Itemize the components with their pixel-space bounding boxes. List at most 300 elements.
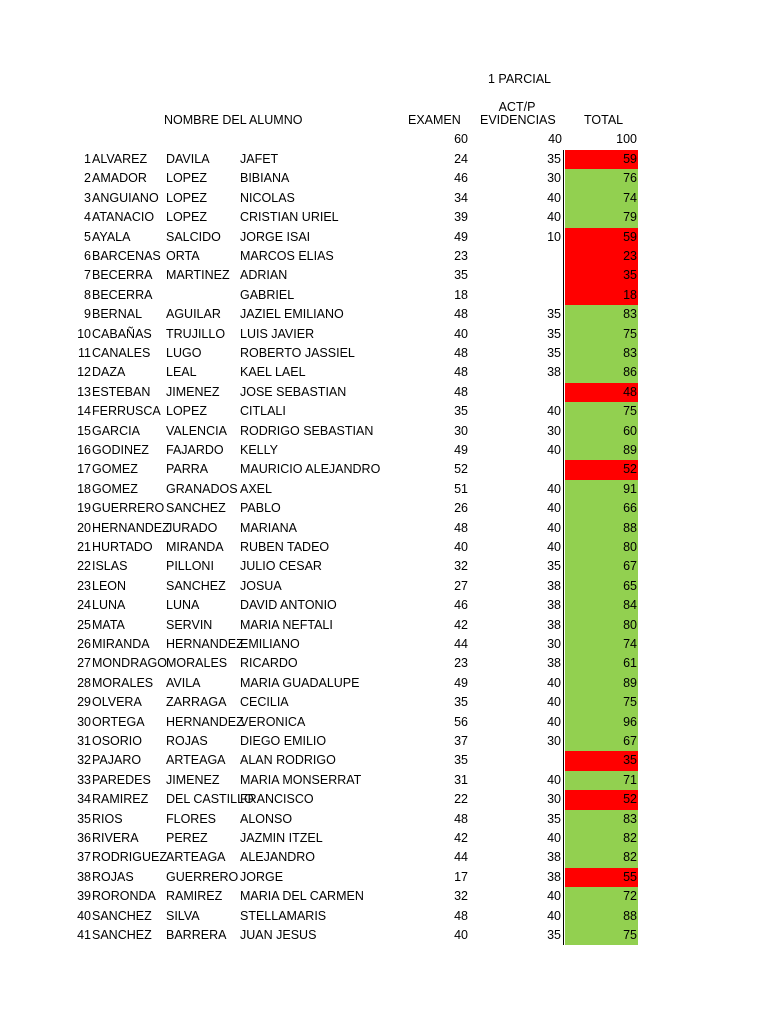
activity-score: 40	[500, 674, 564, 693]
student-given-name: CECILIA	[240, 695, 289, 710]
student-surname-1: ISLAS	[92, 559, 128, 574]
student-number: 32	[77, 753, 91, 768]
activity-score	[500, 286, 564, 305]
student-surname-1: OLVERA	[92, 695, 142, 710]
student-given-name: MARIANA	[240, 520, 297, 535]
student-given-name: BIBIANA	[240, 171, 290, 186]
student-surname-2: JIMENEZ	[166, 384, 220, 399]
exam-score: 48	[454, 365, 468, 380]
table-row	[0, 868, 768, 887]
student-surname-2: JIMENEZ	[166, 772, 220, 787]
student-given-name: ALEJANDRO	[240, 850, 316, 865]
exam-score: 42	[454, 831, 468, 845]
student-number: 16	[77, 443, 91, 457]
table-row	[0, 460, 768, 479]
student-given-name: CITLALI	[240, 404, 286, 419]
total-score: 89	[565, 674, 638, 693]
total-score: 59	[565, 150, 638, 169]
student-number: 30	[77, 714, 91, 729]
activity-score: 40	[500, 441, 564, 460]
student-surname-2: ARTEAGA	[166, 850, 226, 865]
activity-score: 40	[500, 208, 564, 227]
student-surname-1: MIRANDA	[92, 637, 150, 651]
table-row	[0, 208, 768, 227]
table-row	[0, 538, 768, 557]
total-score: 75	[565, 402, 638, 421]
total-score: 96	[565, 713, 638, 732]
student-surname-2: PARRA	[166, 462, 209, 477]
student-given-name: MARIA MONSERRAT	[240, 772, 362, 787]
student-surname-2: LEAL	[166, 365, 197, 380]
total-score: 89	[565, 441, 638, 460]
activity-score: 38	[500, 848, 564, 867]
student-surname-1: LEON	[92, 578, 127, 593]
table-row	[0, 422, 768, 441]
table-row	[0, 829, 768, 848]
total-score: 84	[565, 596, 638, 615]
student-given-name: ROBERTO JASSIEL	[240, 346, 355, 360]
activity-score: 38	[500, 596, 564, 615]
total-score: 83	[565, 810, 638, 829]
student-surname-2: SILVA	[166, 908, 200, 923]
total-score: 71	[565, 771, 638, 790]
total-score: 79	[565, 208, 638, 227]
exam-score: 46	[454, 598, 468, 613]
exam-score: 39	[454, 210, 468, 225]
student-surname-1: ANGUIANO	[92, 190, 159, 205]
table-row	[0, 247, 768, 266]
max-points-row	[0, 130, 768, 149]
activity-score	[500, 751, 564, 770]
table-row	[0, 635, 768, 654]
student-number: 21	[77, 540, 91, 554]
total-score: 82	[565, 848, 638, 867]
student-number: 37	[77, 850, 91, 865]
activity-score	[500, 266, 564, 285]
student-number: 33	[77, 772, 91, 787]
table-row	[0, 189, 768, 208]
student-number: 7	[84, 268, 91, 283]
student-surname-2: AGUILAR	[166, 307, 221, 322]
exam-score: 31	[454, 772, 468, 787]
student-surname-1: BERNAL	[92, 307, 143, 322]
student-number: 6	[84, 249, 91, 263]
activity-score: 40	[500, 480, 564, 499]
student-given-name: CRISTIAN URIEL	[240, 210, 339, 225]
student-surname-1: BECERRA	[92, 268, 153, 283]
total-score: 74	[565, 189, 638, 208]
exam-score: 44	[454, 637, 468, 651]
student-surname-1: AMADOR	[92, 171, 147, 186]
student-given-name: EMILIANO	[240, 637, 300, 651]
student-surname-2: FAJARDO	[166, 443, 224, 457]
total-score: 76	[565, 169, 638, 188]
student-surname-2: FLORES	[166, 811, 217, 826]
total-score: 35	[565, 266, 638, 285]
student-number: 39	[77, 889, 91, 904]
student-surname-2: BARRERA	[166, 928, 227, 942]
student-number: 19	[77, 501, 91, 516]
total-score: 74	[565, 635, 638, 654]
activity-score: 40	[500, 693, 564, 712]
student-given-name: JULIO CESAR	[240, 559, 322, 574]
activity-score: 40	[500, 538, 564, 557]
activity-score: 40	[500, 189, 564, 208]
student-number: 18	[77, 481, 91, 496]
student-given-name: JOSUA	[240, 578, 282, 593]
student-surname-1: RIOS	[92, 811, 123, 826]
student-number: 14	[77, 404, 91, 419]
student-given-name: NICOLAS	[240, 190, 295, 205]
student-number: 35	[77, 811, 91, 826]
activity-score: 35	[500, 557, 564, 576]
table-row	[0, 363, 768, 382]
activity-score: 38	[500, 363, 564, 382]
table-row	[0, 674, 768, 693]
student-given-name: MAURICIO ALEJANDRO	[240, 462, 381, 477]
exam-score: 48	[454, 384, 468, 399]
student-number: 10	[77, 326, 91, 341]
student-number: 2	[84, 171, 91, 186]
student-surname-2: LUGO	[166, 346, 202, 360]
act-header-line1: ACT/P	[498, 100, 536, 114]
activity-score: 30	[500, 169, 564, 188]
table-row	[0, 286, 768, 305]
student-surname-1: CANALES	[92, 346, 151, 360]
student-surname-1: FERRUSCA	[92, 404, 161, 419]
exam-score: 51	[454, 481, 468, 496]
student-name-header: NOMBRE DEL ALUMNO	[164, 113, 303, 127]
exam-score: 48	[454, 811, 468, 826]
exam-score: 27	[454, 578, 468, 593]
total-score: 61	[565, 654, 638, 673]
table-row	[0, 557, 768, 576]
student-given-name: RUBEN TADEO	[240, 540, 330, 554]
student-number: 15	[77, 423, 91, 438]
activity-score: 35	[500, 810, 564, 829]
student-number: 29	[77, 695, 91, 710]
student-surname-2: DEL CASTILLO	[166, 792, 254, 807]
student-surname-1: RODRIGUEZ	[92, 850, 167, 865]
student-given-name: JAFET	[240, 152, 279, 166]
student-given-name: MARCOS ELIAS	[240, 249, 334, 263]
student-surname-1: RORONDA	[92, 889, 156, 904]
activity-score: 30	[500, 732, 564, 751]
activity-score: 40	[500, 402, 564, 421]
exam-score: 35	[454, 268, 468, 283]
total-score: 88	[565, 907, 638, 926]
activity-score: 30	[500, 422, 564, 441]
student-surname-2: ORTA	[166, 249, 200, 263]
student-surname-2	[166, 286, 240, 305]
table-row	[0, 305, 768, 324]
student-given-name: ADRIAN	[240, 268, 288, 283]
activity-score: 30	[500, 635, 564, 654]
student-surname-2: AVILA	[166, 675, 201, 690]
student-surname-2: RAMIREZ	[166, 889, 223, 904]
activity-score: 40	[500, 829, 564, 848]
activity-score: 35	[500, 150, 564, 169]
max-total: 100	[616, 132, 637, 146]
student-surname-1: GOMEZ	[92, 462, 138, 477]
table-row	[0, 383, 768, 402]
exam-score: 48	[454, 908, 468, 923]
total-score: 52	[565, 460, 638, 479]
student-surname-2: HERNANDEZ	[166, 714, 244, 729]
table-row	[0, 344, 768, 363]
student-surname-1: GOMEZ	[92, 481, 138, 496]
student-surname-1: ATANACIO	[92, 210, 155, 225]
student-surname-1: ROJAS	[92, 869, 134, 884]
table-row	[0, 402, 768, 421]
student-given-name: ALAN RODRIGO	[240, 753, 336, 768]
table-row	[0, 654, 768, 673]
total-score: 35	[565, 751, 638, 770]
student-surname-2: MARTINEZ	[166, 268, 230, 283]
student-number: 38	[77, 869, 91, 884]
exam-score: 48	[454, 307, 468, 322]
exam-score: 35	[454, 695, 468, 710]
student-given-name: RICARDO	[240, 656, 298, 671]
student-surname-2: PILLONI	[166, 559, 214, 574]
activity-score: 38	[500, 577, 564, 596]
total-score: 18	[565, 286, 638, 305]
student-surname-1: SANCHEZ	[92, 908, 152, 923]
student-surname-1: RIVERA	[92, 831, 139, 845]
exam-score: 40	[454, 326, 468, 341]
total-score: 59	[565, 228, 638, 247]
student-given-name: KAEL LAEL	[240, 365, 306, 380]
table-row	[0, 771, 768, 790]
student-given-name: MARIA GUADALUPE	[240, 675, 360, 690]
table-row	[0, 926, 768, 945]
total-score: 82	[565, 829, 638, 848]
student-given-name: MARIA NEFTALI	[240, 617, 333, 632]
activity-score: 35	[500, 926, 564, 945]
table-row	[0, 848, 768, 867]
student-surname-2: SANCHEZ	[166, 578, 226, 593]
student-surname-2: VALENCIA	[166, 423, 227, 438]
table-row	[0, 907, 768, 926]
total-score: 65	[565, 577, 638, 596]
total-score: 80	[565, 538, 638, 557]
student-number: 36	[77, 831, 91, 845]
table-row	[0, 519, 768, 538]
student-surname-1: LUNA	[92, 598, 126, 613]
table-row	[0, 150, 768, 169]
total-score: 66	[565, 499, 638, 518]
student-surname-1: HERNANDEZ	[92, 520, 170, 535]
table-row	[0, 169, 768, 188]
student-surname-1: GARCIA	[92, 423, 140, 438]
student-given-name: KELLY	[240, 443, 278, 457]
activity-score: 35	[500, 344, 564, 363]
student-surname-1: OSORIO	[92, 734, 143, 748]
student-given-name: GABRIEL	[240, 287, 295, 302]
total-score: 52	[565, 790, 638, 809]
student-surname-2: LOPEZ	[166, 404, 207, 419]
student-given-name: VERONICA	[240, 714, 306, 729]
student-surname-1: CABAÑAS	[92, 326, 152, 341]
exam-score: 49	[454, 229, 468, 244]
activity-score: 35	[500, 305, 564, 324]
activity-score: 40	[500, 713, 564, 732]
exam-score: 44	[454, 850, 468, 865]
student-given-name: JOSE SEBASTIAN	[240, 384, 347, 399]
student-given-name: ALONSO	[240, 811, 293, 826]
student-number: 28	[77, 675, 91, 690]
exam-score: 26	[454, 501, 468, 516]
student-surname-1: PAREDES	[92, 772, 151, 787]
act-header-line2: EVIDENCIAS	[480, 113, 556, 127]
table-row	[0, 810, 768, 829]
table-row	[0, 693, 768, 712]
student-surname-2: ZARRAGA	[166, 695, 227, 710]
table-row	[0, 480, 768, 499]
student-number: 24	[77, 598, 91, 613]
total-score: 75	[565, 325, 638, 344]
max-exam: 60	[454, 132, 468, 146]
student-number: 26	[77, 637, 91, 651]
student-surname-1: RAMIREZ	[92, 792, 149, 807]
student-surname-1: PAJARO	[92, 753, 142, 768]
student-surname-2: SERVIN	[166, 617, 213, 632]
total-score: 23	[565, 247, 638, 266]
table-row	[0, 887, 768, 906]
total-score: 67	[565, 732, 638, 751]
student-surname-1: ORTEGA	[92, 714, 145, 729]
table-row	[0, 266, 768, 285]
student-given-name: JORGE	[240, 869, 284, 884]
exam-score: 18	[454, 287, 468, 302]
exam-score: 42	[454, 617, 468, 632]
total-score: 72	[565, 887, 638, 906]
student-surname-1: BECERRA	[92, 287, 153, 302]
exam-score: 48	[454, 520, 468, 535]
activity-score: 30	[500, 790, 564, 809]
table-row	[0, 732, 768, 751]
exam-score: 56	[454, 714, 468, 729]
student-surname-2: HERNANDEZ	[166, 637, 244, 651]
student-surname-2: JURADO	[166, 520, 218, 535]
student-number: 4	[84, 210, 91, 225]
student-number: 27	[77, 656, 91, 671]
student-surname-1: DAZA	[92, 365, 126, 380]
student-surname-2: SALCIDO	[166, 229, 221, 244]
student-surname-1: GUERRERO	[92, 501, 165, 516]
table-row	[0, 790, 768, 809]
exam-score: 24	[454, 152, 468, 166]
exam-score: 17	[454, 869, 468, 884]
student-number: 31	[77, 734, 91, 748]
student-number: 9	[84, 307, 91, 322]
student-given-name: LUIS JAVIER	[240, 326, 315, 341]
table-row	[0, 441, 768, 460]
table-row	[0, 325, 768, 344]
total-score: 86	[565, 363, 638, 382]
activity-score: 38	[500, 868, 564, 887]
table-row	[0, 228, 768, 247]
student-number: 13	[77, 384, 91, 399]
student-number: 12	[77, 365, 91, 380]
student-surname-1: ALVAREZ	[92, 152, 148, 166]
activity-score: 40	[500, 907, 564, 926]
total-score: 75	[565, 926, 638, 945]
student-number: 41	[77, 928, 91, 942]
student-given-name: DIEGO EMILIO	[240, 734, 327, 748]
exam-score: 48	[454, 346, 468, 360]
table-row	[0, 616, 768, 635]
period-header: 1 PARCIAL	[488, 72, 551, 86]
exam-score: 49	[454, 443, 468, 457]
student-surname-2: GUERRERO	[166, 869, 239, 884]
student-surname-1: GODINEZ	[92, 443, 149, 457]
student-surname-2: DAVILA	[166, 152, 210, 166]
student-given-name: PABLO	[240, 501, 281, 516]
total-score: 67	[565, 557, 638, 576]
activity-score	[500, 247, 564, 266]
student-surname-2: PEREZ	[166, 831, 208, 845]
activity-score: 40	[500, 887, 564, 906]
student-surname-2: GRANADOS	[166, 481, 238, 496]
student-surname-1: SANCHEZ	[92, 928, 152, 942]
exam-score: 35	[454, 404, 468, 419]
activity-score: 38	[500, 654, 564, 673]
student-surname-2: MORALES	[166, 656, 228, 671]
student-number: 5	[84, 229, 91, 244]
table-row	[0, 596, 768, 615]
student-surname-1: BARCENAS	[92, 249, 161, 263]
student-surname-2: SANCHEZ	[166, 501, 226, 516]
total-score: 75	[565, 693, 638, 712]
total-score: 55	[565, 868, 638, 887]
total-score: 60	[565, 422, 638, 441]
student-surname-1: MATA	[92, 617, 125, 632]
exam-score: 22	[454, 792, 468, 807]
activity-score	[500, 460, 564, 479]
exam-score: 23	[454, 656, 468, 671]
student-number: 40	[77, 908, 91, 923]
student-number: 3	[84, 190, 91, 205]
student-given-name: AXEL	[240, 481, 272, 496]
exam-score: 34	[454, 190, 468, 205]
student-number: 17	[77, 462, 91, 477]
student-surname-2: LOPEZ	[166, 190, 207, 205]
max-act: 40	[548, 132, 562, 146]
student-number: 11	[78, 346, 91, 360]
table-row	[0, 577, 768, 596]
student-number: 25	[77, 617, 91, 632]
student-given-name: JAZMIN ITZEL	[240, 831, 323, 845]
exam-score: 35	[454, 753, 468, 768]
activity-score: 38	[500, 616, 564, 635]
total-score: 80	[565, 616, 638, 635]
activity-score: 40	[500, 519, 564, 538]
student-given-name: FRANCISCO	[240, 792, 314, 807]
table-row	[0, 713, 768, 732]
student-surname-2: LOPEZ	[166, 171, 207, 186]
student-given-name: RODRIGO SEBASTIAN	[240, 423, 374, 438]
table-row	[0, 499, 768, 518]
exam-score: 23	[454, 249, 468, 263]
student-number: 22	[77, 559, 91, 574]
exam-score: 30	[454, 423, 468, 438]
student-surname-2: ROJAS	[166, 734, 208, 748]
table-row	[0, 751, 768, 770]
exam-score: 52	[454, 462, 468, 477]
student-given-name: DAVID ANTONIO	[240, 598, 337, 613]
student-given-name: STELLAMARIS	[240, 908, 327, 923]
